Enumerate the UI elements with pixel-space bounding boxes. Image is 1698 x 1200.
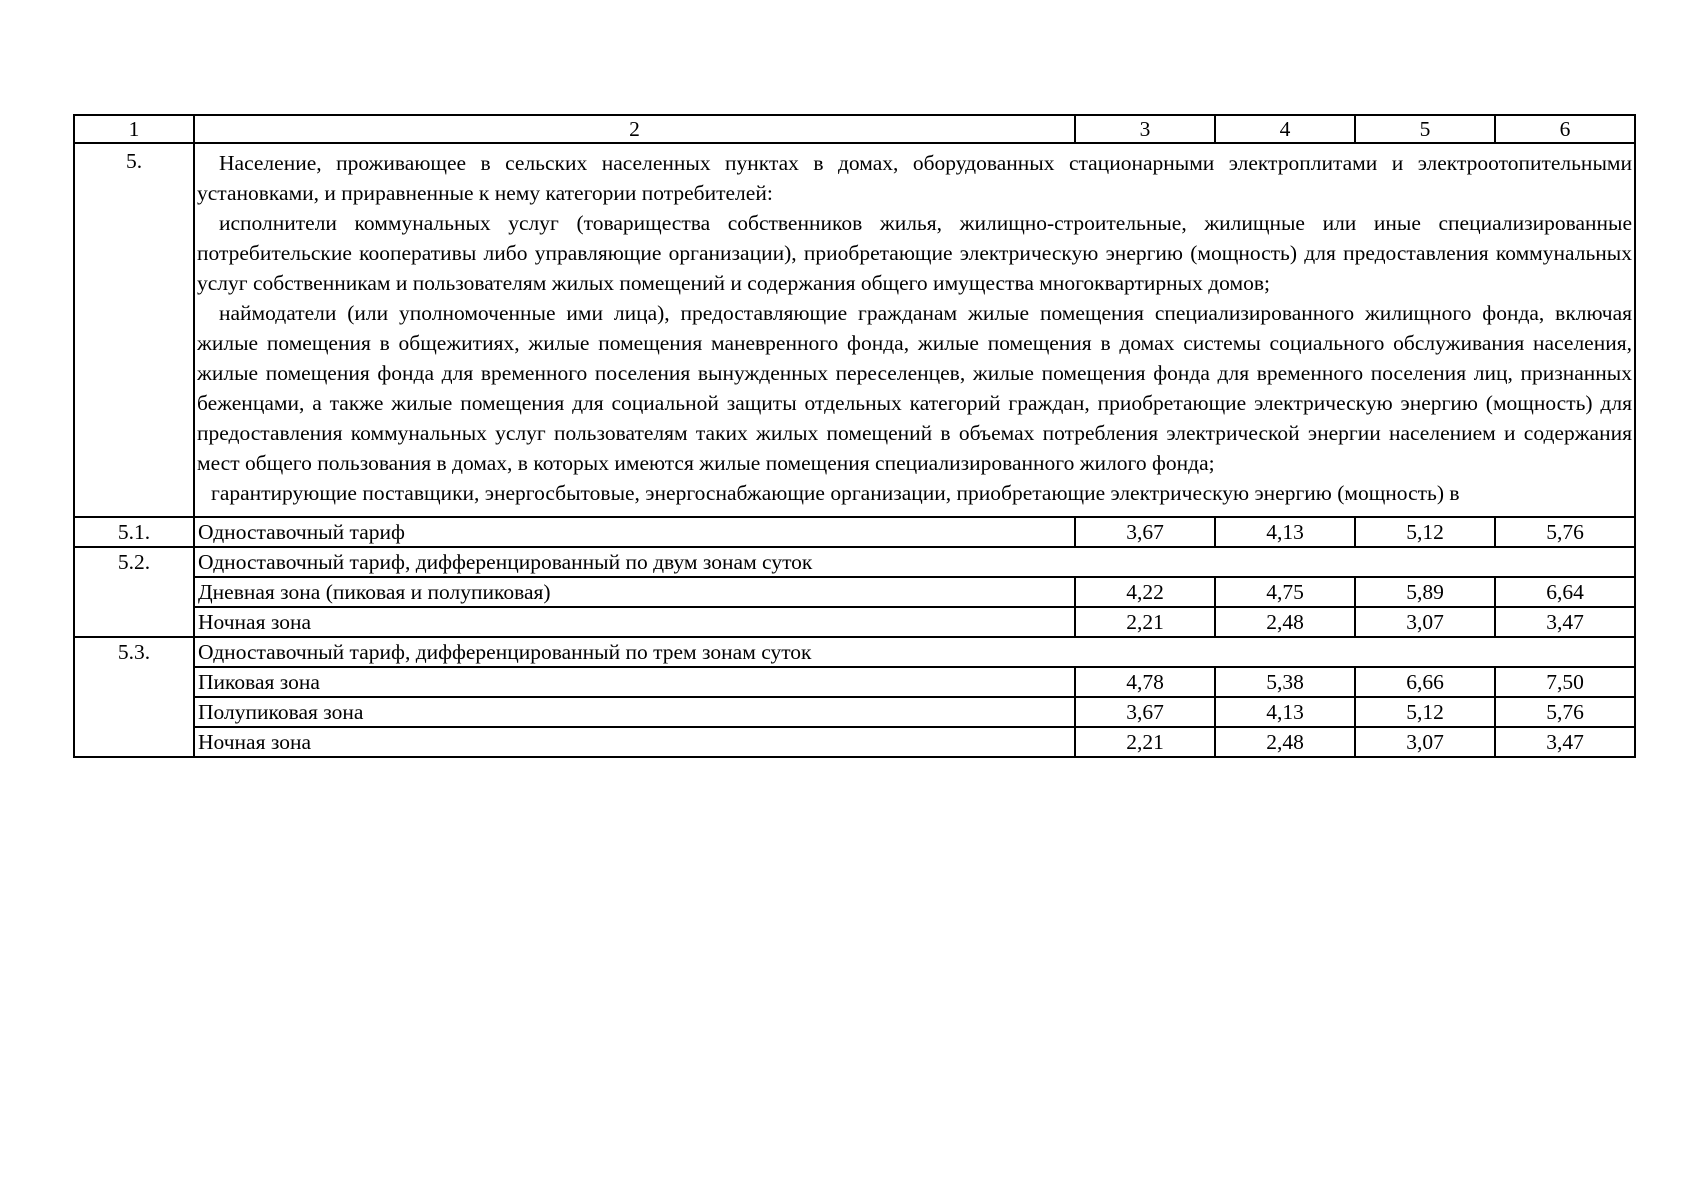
value-cell: 7,50 xyxy=(1495,667,1635,697)
value-cell: 5,76 xyxy=(1495,697,1635,727)
row-label-night-zone: Ночная зона xyxy=(194,607,1075,637)
section-5-paragraph-2: исполнители коммунальных услуг (товарищества собственников жилья, жилищно-строительные, жилищные или иные специализированные потребительские кооперативы либо управляющие организации), приобретающие электрическую энергию (мощность) для предоставления коммунальных услуг собственникам и пользователям жилых помещений и содержания общего имущества многоквартирных домов; xyxy=(197,211,1632,295)
value-cell: 6,66 xyxy=(1355,667,1495,697)
table-row-5-2 xyxy=(74,547,1635,577)
value-cell: 2,48 xyxy=(1215,607,1355,637)
column-number-header-row xyxy=(74,115,1635,143)
value-cell: 5,38 xyxy=(1215,667,1355,697)
value-cell: 5,76 xyxy=(1495,517,1635,547)
value-cell: 3,07 xyxy=(1355,727,1495,757)
tariff-table xyxy=(73,114,1636,758)
value-cell: 4,22 xyxy=(1075,577,1215,607)
section-5-paragraph-4: гарантирующие поставщики, энергосбытовые, энергоснабжающие организации, приобретающие электрическую энергию (мощность) в xyxy=(211,481,1460,505)
value-cell: 6,64 xyxy=(1495,577,1635,607)
table-row-5-3-peak xyxy=(74,667,1635,697)
section-5-paragraph-3: наймодатели (или уполномоченные ими лица), предоставляющие гражданам жилые помещения специализированного жилищного фонда, включая жилые помещения в общежитиях, жилые помещения маневренного фонда, жилые помещения в домах системы социального обслуживания населения, жилые помещения фонда для временного поселения вынужденных переселенцев, жилые помещения фонда для временного поселения лиц, признанных беженцами, а также жилые помещения для социальной защиты отдельных категорий граждан, приобретающие электрическую энергию (мощность) для предоставления коммунальных услуг пользователям таких жилых помещений в объемах потребления электрической энергии населением и содержания мест общего пользования в домах, в которых имеются жилые помещения специализированного жилого фонда; xyxy=(197,301,1632,475)
row-label-5-1: Одноставочный тариф xyxy=(194,517,1075,547)
column-number-6: 6 xyxy=(1495,115,1635,143)
value-cell: 4,75 xyxy=(1215,577,1355,607)
row-label-day-zone: Дневная зона (пиковая и полупиковая) xyxy=(194,577,1075,607)
column-number-2: 2 xyxy=(194,115,1075,143)
value-cell: 3,67 xyxy=(1075,517,1215,547)
column-number-3: 3 xyxy=(1075,115,1215,143)
value-cell: 5,12 xyxy=(1355,517,1495,547)
row-label-half-peak-zone: Полупиковая зона xyxy=(194,697,1075,727)
column-number-4: 4 xyxy=(1215,115,1355,143)
column-number-1: 1 xyxy=(74,115,194,143)
section-5-paragraph-1: Население, проживающее в сельских населенных пунктах в домах, оборудованных стационарными электроплитами и электроотопительными установками, и приравненные к нему категории потребителей: xyxy=(197,151,1632,205)
value-cell: 3,07 xyxy=(1355,607,1495,637)
value-cell: 5,12 xyxy=(1355,697,1495,727)
value-cell: 5,89 xyxy=(1355,577,1495,607)
row-number-5-3: 5.3. xyxy=(74,637,194,757)
value-cell: 2,21 xyxy=(1075,607,1215,637)
table-row-5-3-night xyxy=(74,727,1635,757)
value-cell: 3,47 xyxy=(1495,727,1635,757)
column-number-5: 5 xyxy=(1355,115,1495,143)
value-cell: 3,47 xyxy=(1495,607,1635,637)
section-5-row xyxy=(74,143,1635,517)
row-label-5-2: Одноставочный тариф, дифференцированный по двум зонам суток xyxy=(194,547,1635,577)
value-cell: 4,13 xyxy=(1215,697,1355,727)
row-label-night-zone: Ночная зона xyxy=(194,727,1075,757)
value-cell: 2,21 xyxy=(1075,727,1215,757)
table-row-5-3 xyxy=(74,637,1635,667)
value-cell: 2,48 xyxy=(1215,727,1355,757)
section-5-number: 5. xyxy=(74,143,194,517)
table-row-5-2-day xyxy=(74,577,1635,607)
table-row-5-2-night xyxy=(74,607,1635,637)
table-row-5-3-half-peak xyxy=(74,697,1635,727)
table-row-5-1 xyxy=(74,517,1635,547)
value-cell: 4,78 xyxy=(1075,667,1215,697)
value-cell: 4,13 xyxy=(1215,517,1355,547)
row-number-5-2: 5.2. xyxy=(74,547,194,637)
section-5-description xyxy=(194,143,1635,517)
row-number-5-1: 5.1. xyxy=(74,517,194,547)
row-label-5-3: Одноставочный тариф, дифференцированный по трем зонам суток xyxy=(194,637,1635,667)
row-label-peak-zone: Пиковая зона xyxy=(194,667,1075,697)
value-cell: 3,67 xyxy=(1075,697,1215,727)
